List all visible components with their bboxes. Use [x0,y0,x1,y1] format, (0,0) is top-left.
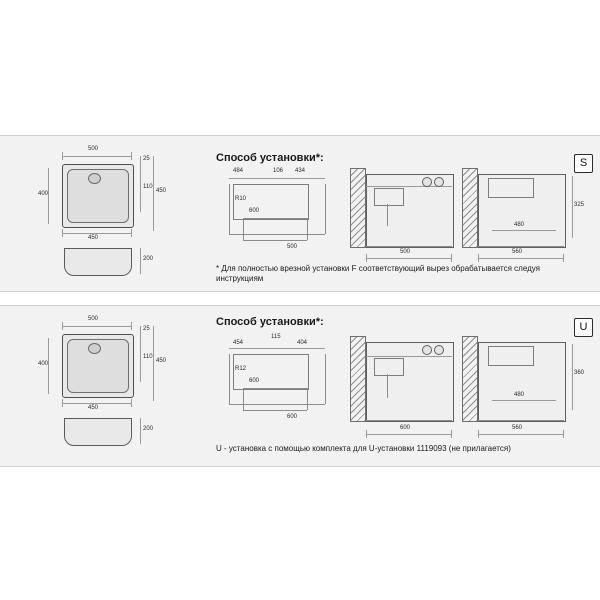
heading-installation-method-u: Способ установки*: [216,316,324,328]
dim-iso-600-s: 600 [249,208,260,214]
sink-front-elevation-s [64,248,132,276]
section-side-u [462,330,587,440]
dim-section-side-480-s: 480 [514,222,525,228]
dim-plan-450-bottom-s: 450 [88,235,99,241]
iso-cutout-rect-s [233,184,309,220]
tap-hole-b-u [434,345,444,355]
iso-cutout-u [225,334,330,429]
dim-iso-radius-s: R10 [235,196,247,202]
tap-hole-b-s [434,177,444,187]
dim-iso-434-s: 434 [295,168,306,174]
dim-section-side-560-s: 560 [512,249,523,255]
dim-plan-25-u: 25 [143,326,150,332]
bowl-section-side-s [488,178,534,198]
dim-plan-400-s: 400 [38,191,49,197]
dim-plan-400-u: 400 [38,361,49,367]
dim-iso-454-u: 454 [233,340,244,346]
wall-hatch-front-u [350,336,366,422]
badge-installation-type-s: S [574,154,593,173]
dim-plan-width-500-u: 500 [88,316,99,322]
wall-hatch-side-s [462,168,478,248]
dim-front-200-u: 200 [143,426,154,432]
bowl-section-front-s [374,188,404,206]
bowl-section-front-u [374,358,404,376]
note-installation-s: * Для полностью врезной установки F соответствующий вырез обрабатывается следуя инструкциям [216,264,540,284]
dim-section-front-600-u: 600 [400,425,411,431]
dim-section-side-560-u: 560 [512,425,523,431]
tap-hole-a-s [422,177,432,187]
heading-installation-method-s: Способ установки*: [216,152,324,164]
badge-installation-type-u: U [574,318,593,337]
sink-front-elevation-u [64,418,132,446]
dim-plan-450-right-s: 450 [156,188,167,194]
dim-iso-484-s: 484 [233,168,244,174]
dim-iso-600b-u: 600 [287,414,298,420]
bowl-section-side-u [488,346,534,366]
dim-plan-width-500-s: 500 [88,146,99,152]
wall-hatch-side-u [462,336,478,422]
dim-iso-106-s: 106 [273,168,284,174]
panel-installation-u [0,305,600,467]
dim-front-200-s: 200 [143,256,154,262]
section-side-s [462,164,587,269]
dim-iso-600-u: 600 [249,378,260,384]
note-installation-u: U - установка с помощью комплекта для U-установки 1119093 (не прилагается) [216,444,511,453]
sink-drain-u [88,343,101,354]
iso-cutout-s [225,168,330,258]
section-front-u [350,330,460,440]
dim-section-side-480-u: 480 [514,392,525,398]
dim-section-side-325-s: 325 [574,202,585,208]
dim-iso-radius-u: R12 [235,366,247,372]
dim-iso-115-u: 115 [271,334,281,340]
dim-plan-450-right-u: 450 [156,358,167,364]
dim-plan-450-bottom-u: 450 [88,405,99,411]
dim-iso-404-u: 404 [297,340,308,346]
dim-plan-110-s: 110 [143,184,153,190]
dim-section-side-360-u: 360 [574,370,585,376]
dim-plan-25-s: 25 [143,156,150,162]
dim-plan-110-u: 110 [143,354,153,360]
sink-drain-s [88,173,101,184]
dim-section-front-500-s: 500 [400,249,411,255]
iso-cutout-rect-u [233,354,309,390]
panel-installation-s [0,135,600,292]
tap-hole-a-u [422,345,432,355]
wall-hatch-front-s [350,168,366,248]
section-front-s [350,164,460,269]
dim-iso-500-s: 500 [287,244,298,250]
